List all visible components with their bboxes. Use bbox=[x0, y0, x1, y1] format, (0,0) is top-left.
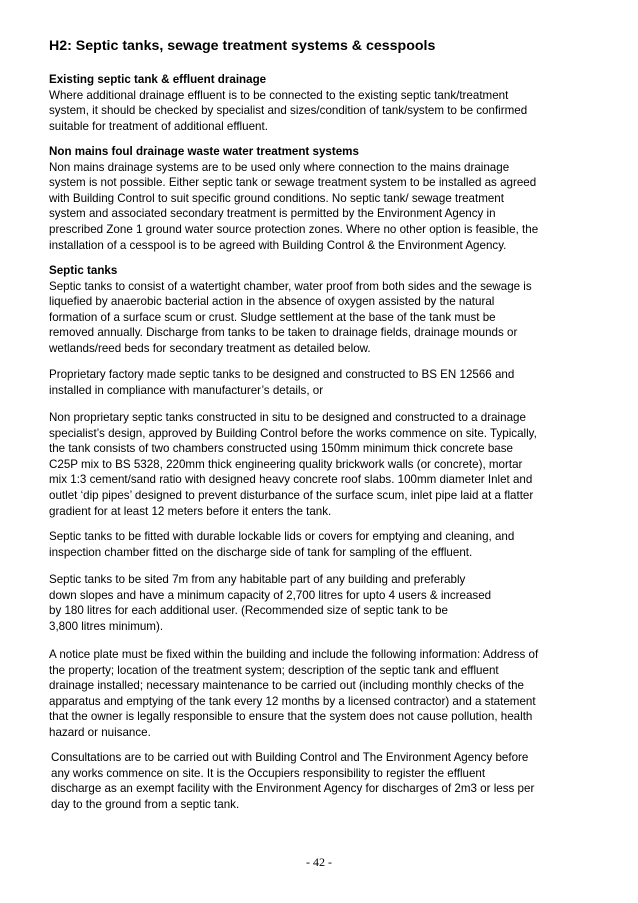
paragraph-line: wetlands/reed beds for secondary treatment as detailed below. bbox=[49, 341, 371, 355]
non-mains-section bbox=[49, 144, 609, 253]
paragraph-line: system is not possible. Either septic tank or sewage treatment system to be installed as agreed bbox=[49, 176, 537, 190]
paragraph-line: suitable for treatment of additional effluent. bbox=[49, 119, 268, 133]
paragraph-line: drainage installed; necessary maintenance to be carried out (including monthly checks of the bbox=[49, 679, 524, 693]
paragraph-line: formation of a surface scum or crust. Sludge settlement at the base of the tank must be bbox=[49, 310, 496, 324]
paragraph-line: Where additional drainage effluent is to be connected to the existing septic tank/treatment bbox=[49, 88, 509, 102]
paragraph-line: installation of a cesspool is to be agreed with Building Control & the Environment Agency. bbox=[49, 238, 507, 252]
septic-tanks-section bbox=[49, 263, 609, 357]
paragraph-line: Septic tanks to be sited 7m from any habitable part of any building and preferably bbox=[49, 573, 466, 586]
paragraph-line: apparatus and emptying of the tank every 12 months by a licensed contractor) and a statement bbox=[49, 694, 536, 708]
siting-paragraph bbox=[49, 572, 609, 634]
notice-plate-paragraph bbox=[49, 647, 609, 741]
page-number: - 42 - bbox=[306, 855, 332, 869]
paragraph-line: Non mains drainage systems are to be used only where connection to the mains drainage bbox=[49, 160, 510, 174]
paragraph-line: system, it should be checked by specialist and sizes/condition of tank/system to be confirmed bbox=[49, 104, 528, 118]
paragraph-line: C25P mix to BS 5328, 220mm thick engineering quality brickwork walls (or concrete), mortar bbox=[49, 457, 523, 471]
paragraph-line: the property; location of the treatment system; description of the septic tank and effluent bbox=[49, 663, 499, 677]
paragraph-line: specialist’s design, approved by Building Control before the works commence on site. Typically, bbox=[49, 426, 537, 440]
paragraph-line: mix 1:3 cement/sand ratio with designed heavy concrete roof slabs. 100mm diameter Inlet and bbox=[49, 473, 533, 487]
paragraph-line: installed in compliance with manufacturer’s details, or bbox=[49, 383, 324, 397]
paragraph-line: day to the ground from a septic tank. bbox=[51, 797, 240, 811]
paragraph-line: prescribed Zone 1 ground water source protection zones. Where no other option is feasible, the bbox=[49, 222, 539, 236]
paragraph-line: Consultations are to be carried out with Building Control and The Environment Agency before bbox=[51, 751, 529, 764]
paragraph-line: that the owner is legally responsible to ensure that the system does not cause pollution, health bbox=[49, 710, 533, 724]
paragraph-line: hazard or nuisance. bbox=[49, 725, 151, 739]
paragraph-line: gradient for at least 12 meters before it enters the tank. bbox=[49, 504, 332, 518]
consultations-paragraph bbox=[51, 750, 611, 812]
non-proprietary-paragraph bbox=[49, 410, 609, 519]
paragraph-line: discharge as an exempt facility with the Environment Agency for discharges of 2m3 or less per bbox=[51, 782, 535, 796]
paragraph-line: Septic tanks to be fitted with durable lockable lids or covers for emptying and cleaning, and bbox=[49, 530, 515, 543]
paragraph-line: down slopes and have a minimum capacity of 2,700 litres for upto 4 users & increased bbox=[49, 588, 492, 602]
paragraph-line: liquefied by anaerobic bacterial action in the absence of oxygen assisted by the natural bbox=[49, 295, 495, 309]
paragraph-line: Septic tanks to consist of a watertight chamber, water proof from both sides and the sewage is bbox=[49, 279, 532, 293]
paragraph-line: Non proprietary septic tanks constructed in situ to be designed and constructed to a drainage bbox=[49, 411, 526, 424]
section-heading: H2: Septic tanks, sewage treatment systems & cesspools bbox=[49, 38, 436, 54]
paragraph-line: with Building Control to suit specific ground conditions. No septic tank/ sewage treatment bbox=[49, 191, 504, 205]
paragraph-line: inspection chamber fitted on the discharge side of tank for sampling of the effluent. bbox=[49, 545, 473, 559]
existing-septic-title: Existing septic tank & effluent drainage bbox=[49, 73, 267, 86]
paragraph-line: the tank consists of two chambers constructed using 150mm minimum thick concrete base bbox=[49, 442, 513, 456]
paragraph-line: outlet ‘dip pipes’ designed to prevent disturbance of the surface scum, inlet pipe laid at a flatter bbox=[49, 488, 534, 502]
septic-tanks-title: Septic tanks bbox=[49, 264, 118, 277]
paragraph-line: 3,800 litres minimum). bbox=[49, 619, 164, 633]
paragraph-line: A notice plate must be fixed within the building and include the following information: Address of bbox=[49, 648, 539, 661]
paragraph-line: Proprietary factory made septic tanks to be designed and constructed to BS EN 12566 and bbox=[49, 368, 515, 381]
paragraph-line: by 180 litres for each additional user. (Recommended size of septic tank to be bbox=[49, 604, 448, 618]
lids-paragraph bbox=[49, 529, 609, 560]
proprietary-paragraph bbox=[49, 367, 609, 398]
paragraph-line: system and associated secondary treatment is permitted by the Environment Agency in bbox=[49, 207, 496, 221]
paragraph-line: any works commence on site. It is the Occupiers responsibility to register the effluent bbox=[51, 766, 486, 780]
non-mains-title: Non mains foul drainage waste water treatment systems bbox=[49, 145, 359, 158]
existing-septic-section bbox=[49, 72, 609, 134]
paragraph-line: removed annually. Discharge from tanks to be taken to drainage fields, drainage mounds or bbox=[49, 326, 518, 340]
